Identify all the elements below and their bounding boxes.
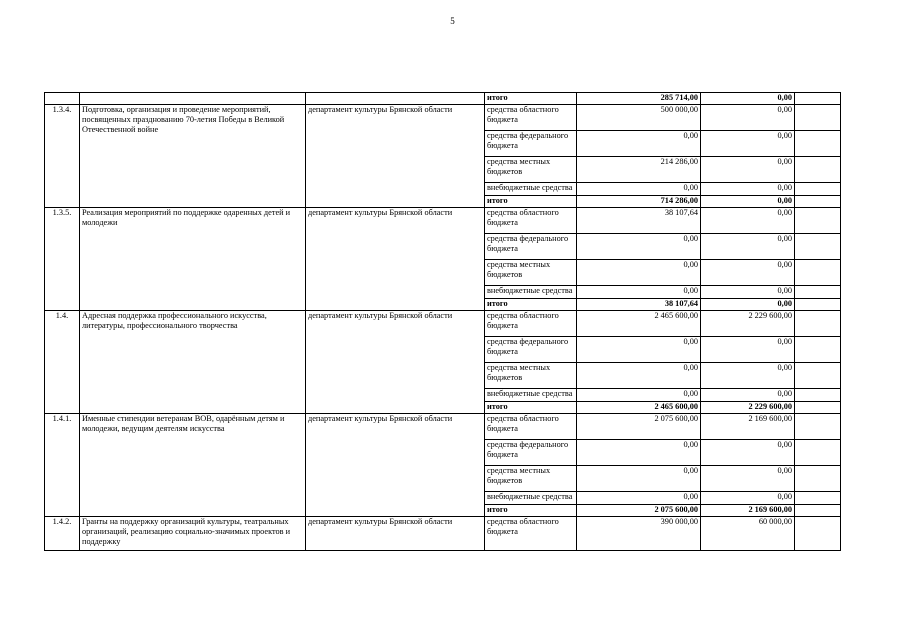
extra-cell	[795, 131, 841, 157]
extra-cell	[795, 260, 841, 286]
value-2015: 285 714,00	[577, 93, 701, 105]
extra-cell	[795, 363, 841, 389]
value-2015: 214 286,00	[577, 157, 701, 183]
value-2015: 0,00	[577, 131, 701, 157]
item-executor: департамент культуры Брянской области	[306, 517, 485, 551]
value-2016: 0,00	[701, 492, 795, 505]
item-name: Реализация мероприятий по поддержке одаренных детей и молодежи	[80, 208, 306, 311]
extra-cell	[795, 196, 841, 208]
budget-table	[44, 92, 841, 551]
item-executor: департамент культуры Брянской области	[306, 105, 485, 208]
value-2016: 0,00	[701, 337, 795, 363]
item-number: 1.4.1.	[45, 414, 80, 517]
funding-source-label: средства федерального бюджета	[485, 131, 577, 157]
extra-cell	[795, 402, 841, 414]
funding-source-label: средства федерального бюджета	[485, 234, 577, 260]
item-name: Гранты на поддержку организаций культуры, театральных организаций, реализацию социально-значимых проектов и поддержку	[80, 517, 306, 551]
page-number: 5	[450, 16, 455, 26]
table-row	[45, 208, 841, 234]
value-2016: 0,00	[701, 440, 795, 466]
extra-cell	[795, 440, 841, 466]
extra-cell	[795, 157, 841, 183]
executor-cell	[306, 93, 485, 105]
funding-source-label: внебюджетные средства	[485, 389, 577, 402]
funding-source-label: средства местных бюджетов	[485, 466, 577, 492]
value-2016: 0,00	[701, 286, 795, 299]
value-2015: 0,00	[577, 260, 701, 286]
extra-cell	[795, 414, 841, 440]
table-row	[45, 311, 841, 337]
value-2015: 38 107,64	[577, 208, 701, 234]
value-2015: 2 075 600,00	[577, 505, 701, 517]
total-label: итого	[485, 93, 577, 105]
item-number: 1.4.	[45, 311, 80, 414]
funding-source-label: внебюджетные средства	[485, 492, 577, 505]
item-executor: департамент культуры Брянской области	[306, 208, 485, 311]
value-2015: 0,00	[577, 183, 701, 196]
table-row	[45, 105, 841, 131]
value-2015: 0,00	[577, 389, 701, 402]
funding-source-label: средства областного бюджета	[485, 517, 577, 551]
value-2015: 0,00	[577, 234, 701, 260]
funding-source-label: внебюджетные средства	[485, 286, 577, 299]
value-2016: 0,00	[701, 466, 795, 492]
item-name: Адресная поддержка профессионального искусства, литературы, профессионального творчества	[80, 311, 306, 414]
value-2015: 0,00	[577, 440, 701, 466]
extra-cell	[795, 208, 841, 234]
item-name: Подготовка, организация и проведение мероприятий, посвященных празднованию 70-летия Победы в Великой Отечественной войне	[80, 105, 306, 208]
extra-cell	[795, 311, 841, 337]
extra-cell	[795, 234, 841, 260]
item-number: 1.3.4.	[45, 105, 80, 208]
value-2016: 0,00	[701, 234, 795, 260]
extra-cell	[795, 389, 841, 402]
total-label: итого	[485, 402, 577, 414]
funding-source-label: средства местных бюджетов	[485, 157, 577, 183]
table-row	[45, 517, 841, 551]
item-executor: департамент культуры Брянской области	[306, 414, 485, 517]
funding-source-label: внебюджетные средства	[485, 183, 577, 196]
value-2015: 2 075 600,00	[577, 414, 701, 440]
extra-cell	[795, 105, 841, 131]
funding-source-label: средства областного бюджета	[485, 208, 577, 234]
table-row	[45, 414, 841, 440]
table-row-total	[45, 93, 841, 105]
value-2016: 0,00	[701, 389, 795, 402]
value-2016: 0,00	[701, 157, 795, 183]
value-2015: 390 000,00	[577, 517, 701, 551]
value-2015: 38 107,64	[577, 299, 701, 311]
value-2016: 2 169 600,00	[701, 505, 795, 517]
value-2016: 0,00	[701, 93, 795, 105]
value-2016: 60 000,00	[701, 517, 795, 551]
extra-cell	[795, 492, 841, 505]
value-2016: 0,00	[701, 208, 795, 234]
value-2015: 0,00	[577, 286, 701, 299]
value-2015: 0,00	[577, 337, 701, 363]
value-2015: 0,00	[577, 466, 701, 492]
extra-cell	[795, 286, 841, 299]
total-label: итого	[485, 196, 577, 208]
value-2015: 2 465 600,00	[577, 311, 701, 337]
total-label: итого	[485, 299, 577, 311]
num-cell	[45, 93, 80, 105]
extra-cell	[795, 183, 841, 196]
funding-source-label: средства местных бюджетов	[485, 260, 577, 286]
funding-source-label: средства федерального бюджета	[485, 440, 577, 466]
value-2016: 0,00	[701, 105, 795, 131]
value-2015: 714 286,00	[577, 196, 701, 208]
value-2016: 2 169 600,00	[701, 414, 795, 440]
value-2015: 2 465 600,00	[577, 402, 701, 414]
item-name: Именные стипендии ветеранам ВОВ, одарённым детям и молодежи, ведущим деятелям искусства	[80, 414, 306, 517]
funding-source-label: средства местных бюджетов	[485, 363, 577, 389]
value-2016: 0,00	[701, 183, 795, 196]
extra-cell	[795, 517, 841, 551]
value-2015: 0,00	[577, 363, 701, 389]
value-2016: 0,00	[701, 196, 795, 208]
item-number: 1.3.5.	[45, 208, 80, 311]
item-number: 1.4.2.	[45, 517, 80, 551]
funding-source-label: средства областного бюджета	[485, 414, 577, 440]
name-cell	[80, 93, 306, 105]
extra-cell	[795, 505, 841, 517]
value-2016: 2 229 600,00	[701, 402, 795, 414]
funding-source-label: средства областного бюджета	[485, 311, 577, 337]
extra-cell	[795, 337, 841, 363]
extra-cell	[795, 93, 841, 105]
extra-cell	[795, 299, 841, 311]
value-2015: 0,00	[577, 492, 701, 505]
item-executor: департамент культуры Брянской области	[306, 311, 485, 414]
funding-source-label: средства областного бюджета	[485, 105, 577, 131]
value-2015: 500 000,00	[577, 105, 701, 131]
value-2016: 0,00	[701, 260, 795, 286]
extra-cell	[795, 466, 841, 492]
value-2016: 2 229 600,00	[701, 311, 795, 337]
funding-source-label: средства федерального бюджета	[485, 337, 577, 363]
total-label: итого	[485, 505, 577, 517]
value-2016: 0,00	[701, 299, 795, 311]
value-2016: 0,00	[701, 131, 795, 157]
value-2016: 0,00	[701, 363, 795, 389]
